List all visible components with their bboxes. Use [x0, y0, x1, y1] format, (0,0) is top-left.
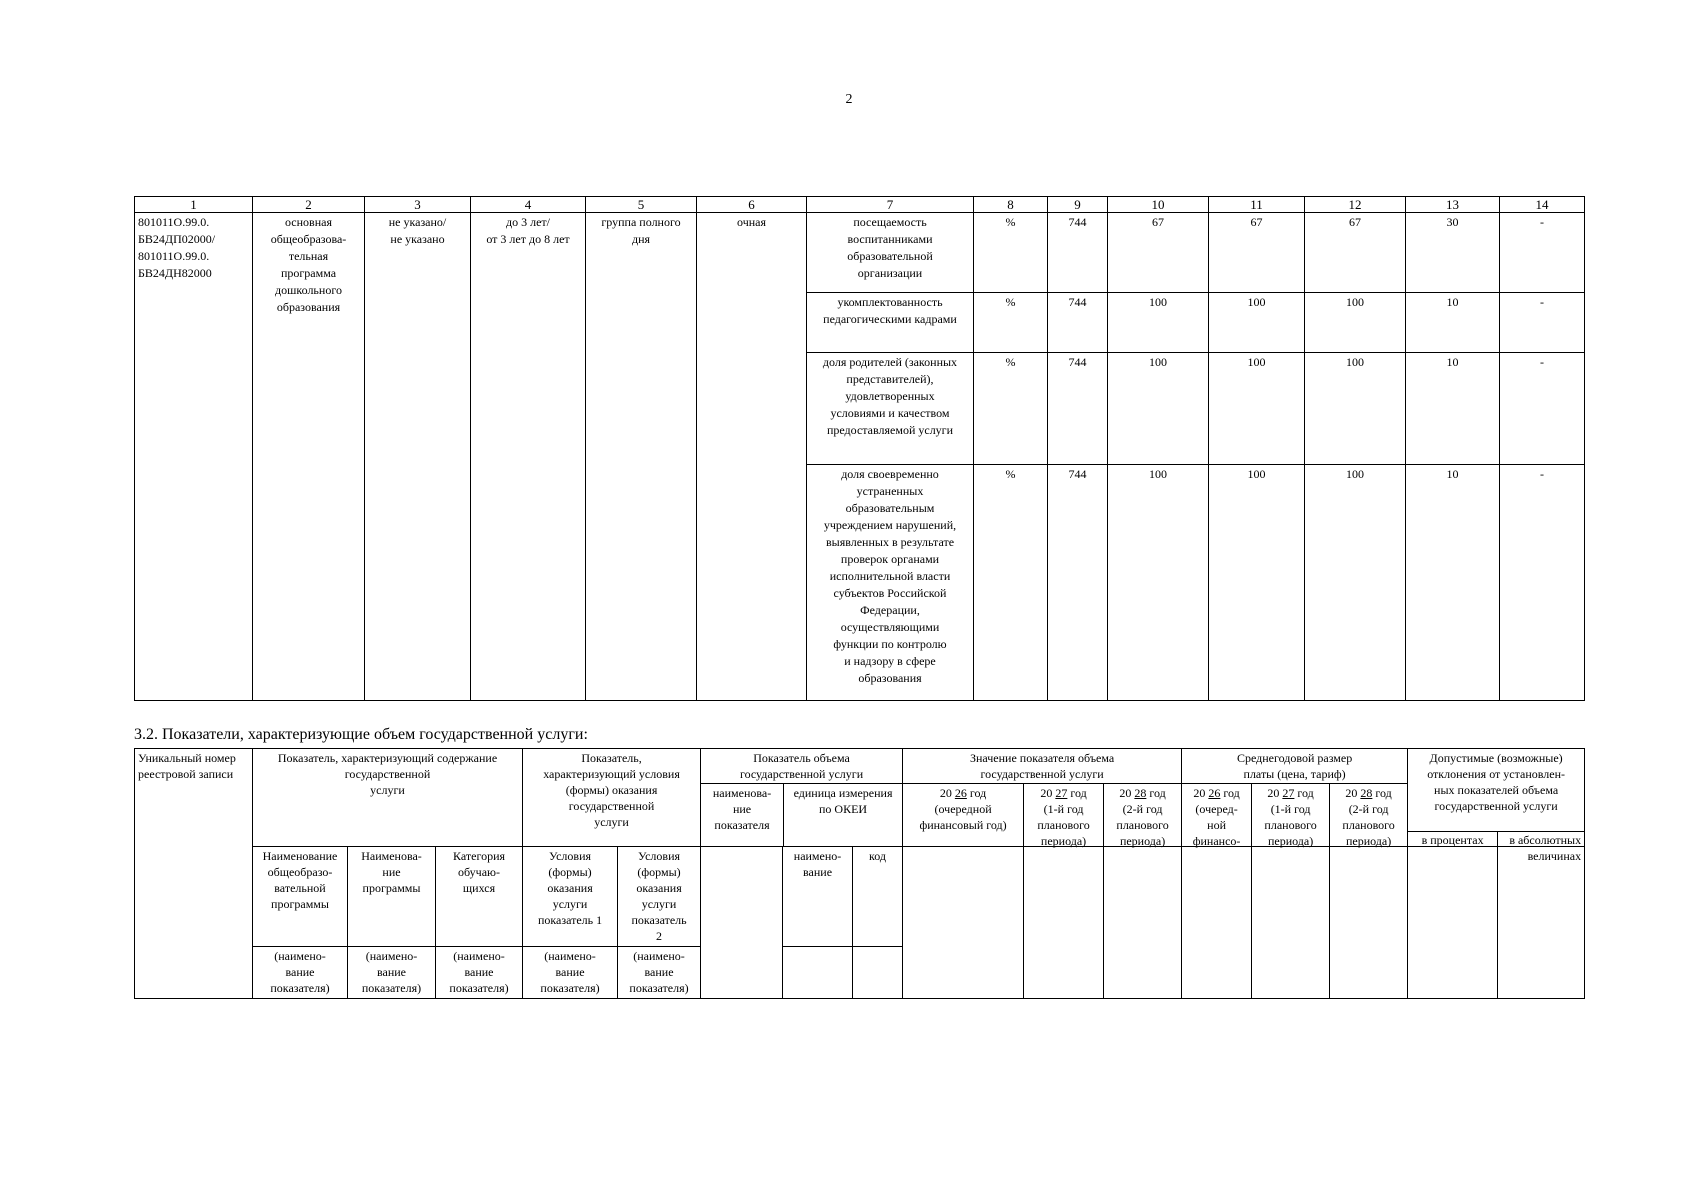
year-suffix: год: [1149, 786, 1166, 800]
value-years: [903, 784, 1181, 846]
col-number: 10: [1108, 197, 1209, 213]
registry-code-cell: [135, 213, 253, 701]
header-line: показатель: [631, 913, 687, 927]
year-number: 26: [954, 786, 967, 800]
average-fee-header: [1182, 749, 1408, 847]
placeholder-cell: [348, 947, 436, 999]
year-label: [1252, 785, 1329, 801]
page-number: 2: [845, 92, 853, 107]
header-line: вательной: [274, 881, 326, 895]
value-cell: 100: [1108, 293, 1209, 353]
indicator-name-cell: [807, 213, 974, 293]
header-line: программы: [271, 897, 329, 911]
condition-2-header: [618, 847, 701, 947]
indicator-line: педагогическими кадрами: [823, 312, 957, 326]
col-number: 3: [365, 197, 471, 213]
header-line: платы (цена, тариф): [1243, 767, 1346, 781]
header-line: Категория: [453, 849, 506, 863]
unit-cell: %: [974, 213, 1048, 293]
header-line: Наименование: [262, 849, 338, 863]
header-row: [135, 847, 1585, 947]
header-line: реестровой записи: [138, 767, 234, 781]
value-cell: 100: [1209, 293, 1305, 353]
placeholder-line: вание: [376, 965, 406, 979]
program-header: [348, 847, 436, 947]
header-line: Показатель,: [581, 751, 642, 765]
indicator-line: предоставляемой услуги: [826, 423, 954, 437]
unit-cell: %: [974, 465, 1048, 701]
deviation-percent-cell: 10: [1406, 465, 1500, 701]
header-line: Значение показателя объема: [969, 751, 1115, 765]
indicator-line: организации: [857, 266, 923, 280]
age-line: от 3 лет до 8 лет: [486, 232, 570, 246]
year-number: 28: [1360, 786, 1373, 800]
year-suffix: год: [1375, 786, 1392, 800]
age-cell: [471, 213, 586, 701]
value-year-cell: [1024, 847, 1104, 999]
fee-year-cell: [1330, 847, 1408, 999]
indicator-line: осуществляющими: [840, 620, 940, 634]
value-cell: 67: [1305, 213, 1406, 293]
value-cell: 100: [1108, 353, 1209, 465]
value-cell: 100: [1305, 353, 1406, 465]
unit-name-cell: [783, 947, 853, 999]
header-line: (формы): [637, 865, 681, 879]
okei-cell: 744: [1048, 293, 1108, 353]
code-line: БВ24ДП02000/: [138, 232, 216, 246]
header-line: государственной услуги: [980, 767, 1104, 781]
okei-cell: 744: [1048, 353, 1108, 465]
placeholder-cell: [523, 947, 618, 999]
header-line: (2-й год: [1122, 802, 1163, 816]
col-number: 14: [1500, 197, 1585, 213]
group-cell: [586, 213, 697, 701]
category-line: не указано/: [388, 215, 447, 229]
indicator-line: субъектов Российской: [833, 586, 947, 600]
deviation-absolute-header: в абсолютных: [1509, 833, 1582, 847]
col-number: 13: [1406, 197, 1500, 213]
header-line: обучаю-: [458, 865, 500, 879]
placeholder-line: показателя): [361, 981, 422, 995]
indicator-line: исполнительной власти: [829, 569, 951, 583]
header-line: 2: [656, 929, 663, 943]
year-label: [1024, 785, 1103, 801]
section-title: 3.2. Показатели, характеризующие объем государственной услуги:: [134, 726, 588, 743]
condition-1-header: [523, 847, 618, 947]
deviation-absolute-cell: -: [1500, 353, 1585, 465]
indicator-line: воспитанниками: [847, 232, 933, 246]
header-line: Наименова-: [361, 849, 422, 863]
header-line: отклонения от установлен-: [1427, 767, 1565, 781]
volume-group-title: [701, 749, 902, 784]
placeholder-line: (наимено-: [365, 949, 418, 963]
placeholder-line: показателя): [540, 981, 600, 995]
volume-name-cell: [701, 847, 783, 999]
column-number-row: [135, 197, 1585, 213]
code-line: БВ24ДН82000: [138, 266, 212, 280]
deviation-percent-cell: 30: [1406, 213, 1500, 293]
indicator-line: Федерации,: [860, 603, 920, 617]
header-line: Показатель, характеризующий содержание: [277, 751, 498, 765]
unit-cell: %: [974, 353, 1048, 465]
year-number: 28: [1134, 786, 1147, 800]
indicator-line: образования: [858, 671, 922, 685]
conditions-indicator-header: [523, 749, 701, 847]
col-number: 9: [1048, 197, 1108, 213]
header-line: по ОКЕИ: [819, 802, 868, 816]
year-suffix: год: [1223, 786, 1240, 800]
year-prefix: 20: [1040, 786, 1053, 800]
quality-indicators-table: [134, 196, 1585, 701]
deviation-absolute-cell: [1498, 847, 1585, 999]
fee-year-0: [1182, 784, 1252, 846]
fee-group-title: [1182, 749, 1407, 784]
col-number: 2: [253, 197, 365, 213]
header-line: оказания: [547, 881, 593, 895]
placeholder-line: показателя): [629, 981, 689, 995]
header-line: периода): [1040, 834, 1087, 848]
header-line: планового: [1342, 818, 1395, 832]
col-number: 6: [697, 197, 807, 213]
header-line: государственной услуги: [739, 767, 864, 781]
deviation-group-title: [1408, 749, 1584, 832]
header-line: (1-й год: [1043, 802, 1084, 816]
volume-indicators-table: [134, 748, 1585, 999]
unit-code-cell: [853, 947, 903, 999]
indicator-line: функции по контролю: [833, 637, 947, 651]
header-line: планового: [1264, 818, 1317, 832]
year-suffix: год: [969, 786, 987, 800]
deviation-absolute-cell: -: [1500, 465, 1585, 701]
header-line: (формы) оказания: [565, 783, 658, 797]
header-line: услуги: [641, 897, 677, 911]
indicator-name-cell: [807, 293, 974, 353]
header-line: периода): [1119, 834, 1166, 848]
header-line: щихся: [462, 881, 496, 895]
indicator-line: образовательным: [845, 501, 935, 515]
header-line: финансовый год): [919, 818, 1007, 832]
header-line: периода): [1267, 834, 1314, 848]
header-line: ных показателей объема: [1434, 783, 1559, 797]
indicator-name-cell: [807, 353, 974, 465]
table-row: [135, 213, 1585, 293]
header-line: величинах: [1527, 849, 1582, 863]
placeholder-cell: [436, 947, 523, 999]
deviation-absolute-cell: -: [1500, 213, 1585, 293]
value-cell: 67: [1108, 213, 1209, 293]
value-year-0: [903, 784, 1024, 846]
header-line: общеобразо-: [267, 865, 333, 879]
indicator-name-cell: [807, 465, 974, 701]
value-cell: 100: [1305, 293, 1406, 353]
code-line: 801011О.99.0.: [138, 249, 210, 263]
program-line: образования: [276, 300, 341, 314]
header-line: планового: [1116, 818, 1169, 832]
value-cell: 100: [1108, 465, 1209, 701]
indicator-line: представителей),: [846, 372, 934, 386]
indicator-line: удовлетворенных: [845, 389, 935, 403]
student-category-header: [436, 847, 523, 947]
fee-years: [1182, 784, 1407, 846]
volume-name-header: [701, 784, 784, 846]
value-group-title: [903, 749, 1181, 784]
age-line: до 3 лет/: [506, 215, 550, 229]
indicator-line: условиями и качеством: [830, 406, 950, 420]
volume-value-header: [903, 749, 1182, 847]
fee-year-2: [1330, 784, 1407, 846]
header-line: вание: [803, 865, 833, 879]
volume-indicator-header: [701, 749, 903, 847]
content-indicator-header: [253, 749, 523, 847]
indicator-line: выявленных в результате: [825, 535, 955, 549]
program-line: программа: [280, 266, 337, 280]
header-line: Условия: [549, 849, 592, 863]
value-cell: 100: [1209, 353, 1305, 465]
placeholder-line: (наимено-: [544, 949, 596, 963]
header-line: периода): [1345, 834, 1392, 848]
placeholder-line: вание: [644, 965, 674, 979]
year-label: [1330, 785, 1407, 801]
header-line: наимено-: [793, 849, 842, 863]
placeholder-line: (наимено-: [633, 949, 685, 963]
col-number: 4: [471, 197, 586, 213]
group-line: группа полного: [601, 215, 681, 229]
col-number: 1: [135, 197, 253, 213]
category-line: не указано: [390, 232, 445, 246]
header-line: ние: [732, 802, 752, 816]
header-line: государственной услуги: [1434, 799, 1558, 813]
allowed-deviation-header: [1408, 749, 1585, 847]
header-line: (очередной: [934, 802, 992, 816]
year-label: [1182, 785, 1251, 801]
header-line: Показатель объема: [753, 751, 850, 765]
header-line: наименова-: [712, 786, 772, 800]
unit-cell: %: [974, 293, 1048, 353]
header-line: (формы): [548, 865, 592, 879]
deviation-absolute-cell: -: [1500, 293, 1585, 353]
header-line: ной: [1207, 818, 1227, 832]
group-line: дня: [631, 232, 651, 246]
fee-year-cell: [1182, 847, 1252, 999]
col-number: 5: [586, 197, 697, 213]
header-line: услуги: [370, 783, 405, 797]
year-prefix: 20: [1267, 786, 1280, 800]
indicator-line: образовательной: [847, 249, 933, 263]
volume-subheaders: [701, 784, 902, 846]
program-name-header: [253, 847, 348, 947]
value-year-cell: [903, 847, 1024, 999]
year-suffix: год: [1297, 786, 1314, 800]
placeholder-line: вание: [464, 965, 494, 979]
program-line: основная: [285, 215, 332, 229]
placeholder-line: показателя): [449, 981, 509, 995]
unit-name-header: [783, 847, 853, 947]
placeholder-line: вание: [285, 965, 315, 979]
indicator-line: посещаемость: [853, 215, 927, 229]
value-year-1: [1024, 784, 1104, 846]
indicator-line: доля своевременно: [841, 467, 939, 481]
form-cell: очная: [697, 213, 807, 701]
program-line: тельная: [288, 249, 329, 263]
deviation-percent-cell: 10: [1406, 353, 1500, 465]
unique-number-header: [135, 749, 253, 999]
year-prefix: 20: [1119, 786, 1132, 800]
deviation-percent-header: в процентах: [1408, 832, 1498, 846]
okei-cell: 744: [1048, 213, 1108, 293]
header-line: программы: [362, 881, 421, 895]
header-line: (очеред-: [1195, 802, 1238, 816]
year-prefix: 20: [939, 786, 952, 800]
indicator-line: и надзору в сфере: [844, 654, 936, 668]
year-number: 27: [1055, 786, 1068, 800]
unit-code-header: код: [853, 847, 903, 947]
fee-year-cell: [1252, 847, 1330, 999]
header-line: финансо-: [1192, 834, 1241, 848]
placeholder-line: (наимено-: [453, 949, 505, 963]
header-line: Среднегодовой размер: [1236, 751, 1353, 765]
header-line: ние: [382, 865, 401, 879]
placeholder-cell: [618, 947, 701, 999]
placeholder-line: (наимено-: [274, 949, 326, 963]
indicator-line: проверок органами: [840, 552, 940, 566]
header-line: единица измерения: [793, 786, 893, 800]
col-number: 12: [1305, 197, 1406, 213]
program-cell: [253, 213, 365, 701]
placeholder-line: вание: [555, 965, 585, 979]
okei-unit-header: [784, 784, 902, 846]
indicator-line: доля родителей (законных: [822, 355, 958, 369]
okei-cell: 744: [1048, 465, 1108, 701]
col-number: 11: [1209, 197, 1305, 213]
indicator-line: укомплектованность: [837, 295, 943, 309]
code-line: 801011О.99.0.: [138, 215, 210, 229]
header-line: государственной: [344, 767, 431, 781]
deviation-percent-cell: 10: [1406, 293, 1500, 353]
header-line: (2-й год: [1348, 802, 1389, 816]
program-line: общеобразова-: [270, 232, 347, 246]
header-line: характеризующий условия: [543, 767, 680, 781]
header-line: Уникальный номер: [138, 751, 236, 765]
value-year-cell: [1104, 847, 1182, 999]
header-line: (1-й год: [1270, 802, 1311, 816]
header-line: Допустимые (возможные): [1429, 751, 1563, 765]
header-line: Условия: [638, 849, 681, 863]
value-cell: 100: [1209, 465, 1305, 701]
placeholder-cell: [253, 947, 348, 999]
header-line: услуги: [594, 815, 629, 829]
header-line: государственной: [568, 799, 655, 813]
deviation-subheaders: [1408, 832, 1584, 846]
fee-year-1: [1252, 784, 1330, 846]
header-line: услуги: [552, 897, 588, 911]
value-cell: 67: [1209, 213, 1305, 293]
col-number: 8: [974, 197, 1048, 213]
header-line: оказания: [636, 881, 682, 895]
value-year-2: [1104, 784, 1181, 846]
header-line: показателя: [714, 818, 770, 832]
year-suffix: год: [1070, 786, 1087, 800]
year-label: [903, 785, 1023, 801]
year-number: 26: [1208, 786, 1221, 800]
header-line: показатель 1: [537, 913, 603, 927]
header-row: [135, 749, 1585, 847]
col-number: 7: [807, 197, 974, 213]
indicator-line: учреждением нарушений,: [823, 518, 957, 532]
value-cell: 100: [1305, 465, 1406, 701]
category-cell: [365, 213, 471, 701]
placeholder-line: показателя): [270, 981, 330, 995]
header-line: планового: [1037, 818, 1090, 832]
year-prefix: 20: [1193, 786, 1206, 800]
program-line: дошкольного: [275, 283, 342, 297]
year-label: [1104, 785, 1181, 801]
year-number: 27: [1282, 786, 1295, 800]
year-prefix: 20: [1345, 786, 1358, 800]
indicator-line: устраненных: [856, 484, 924, 498]
deviation-percent-cell: [1408, 847, 1498, 999]
